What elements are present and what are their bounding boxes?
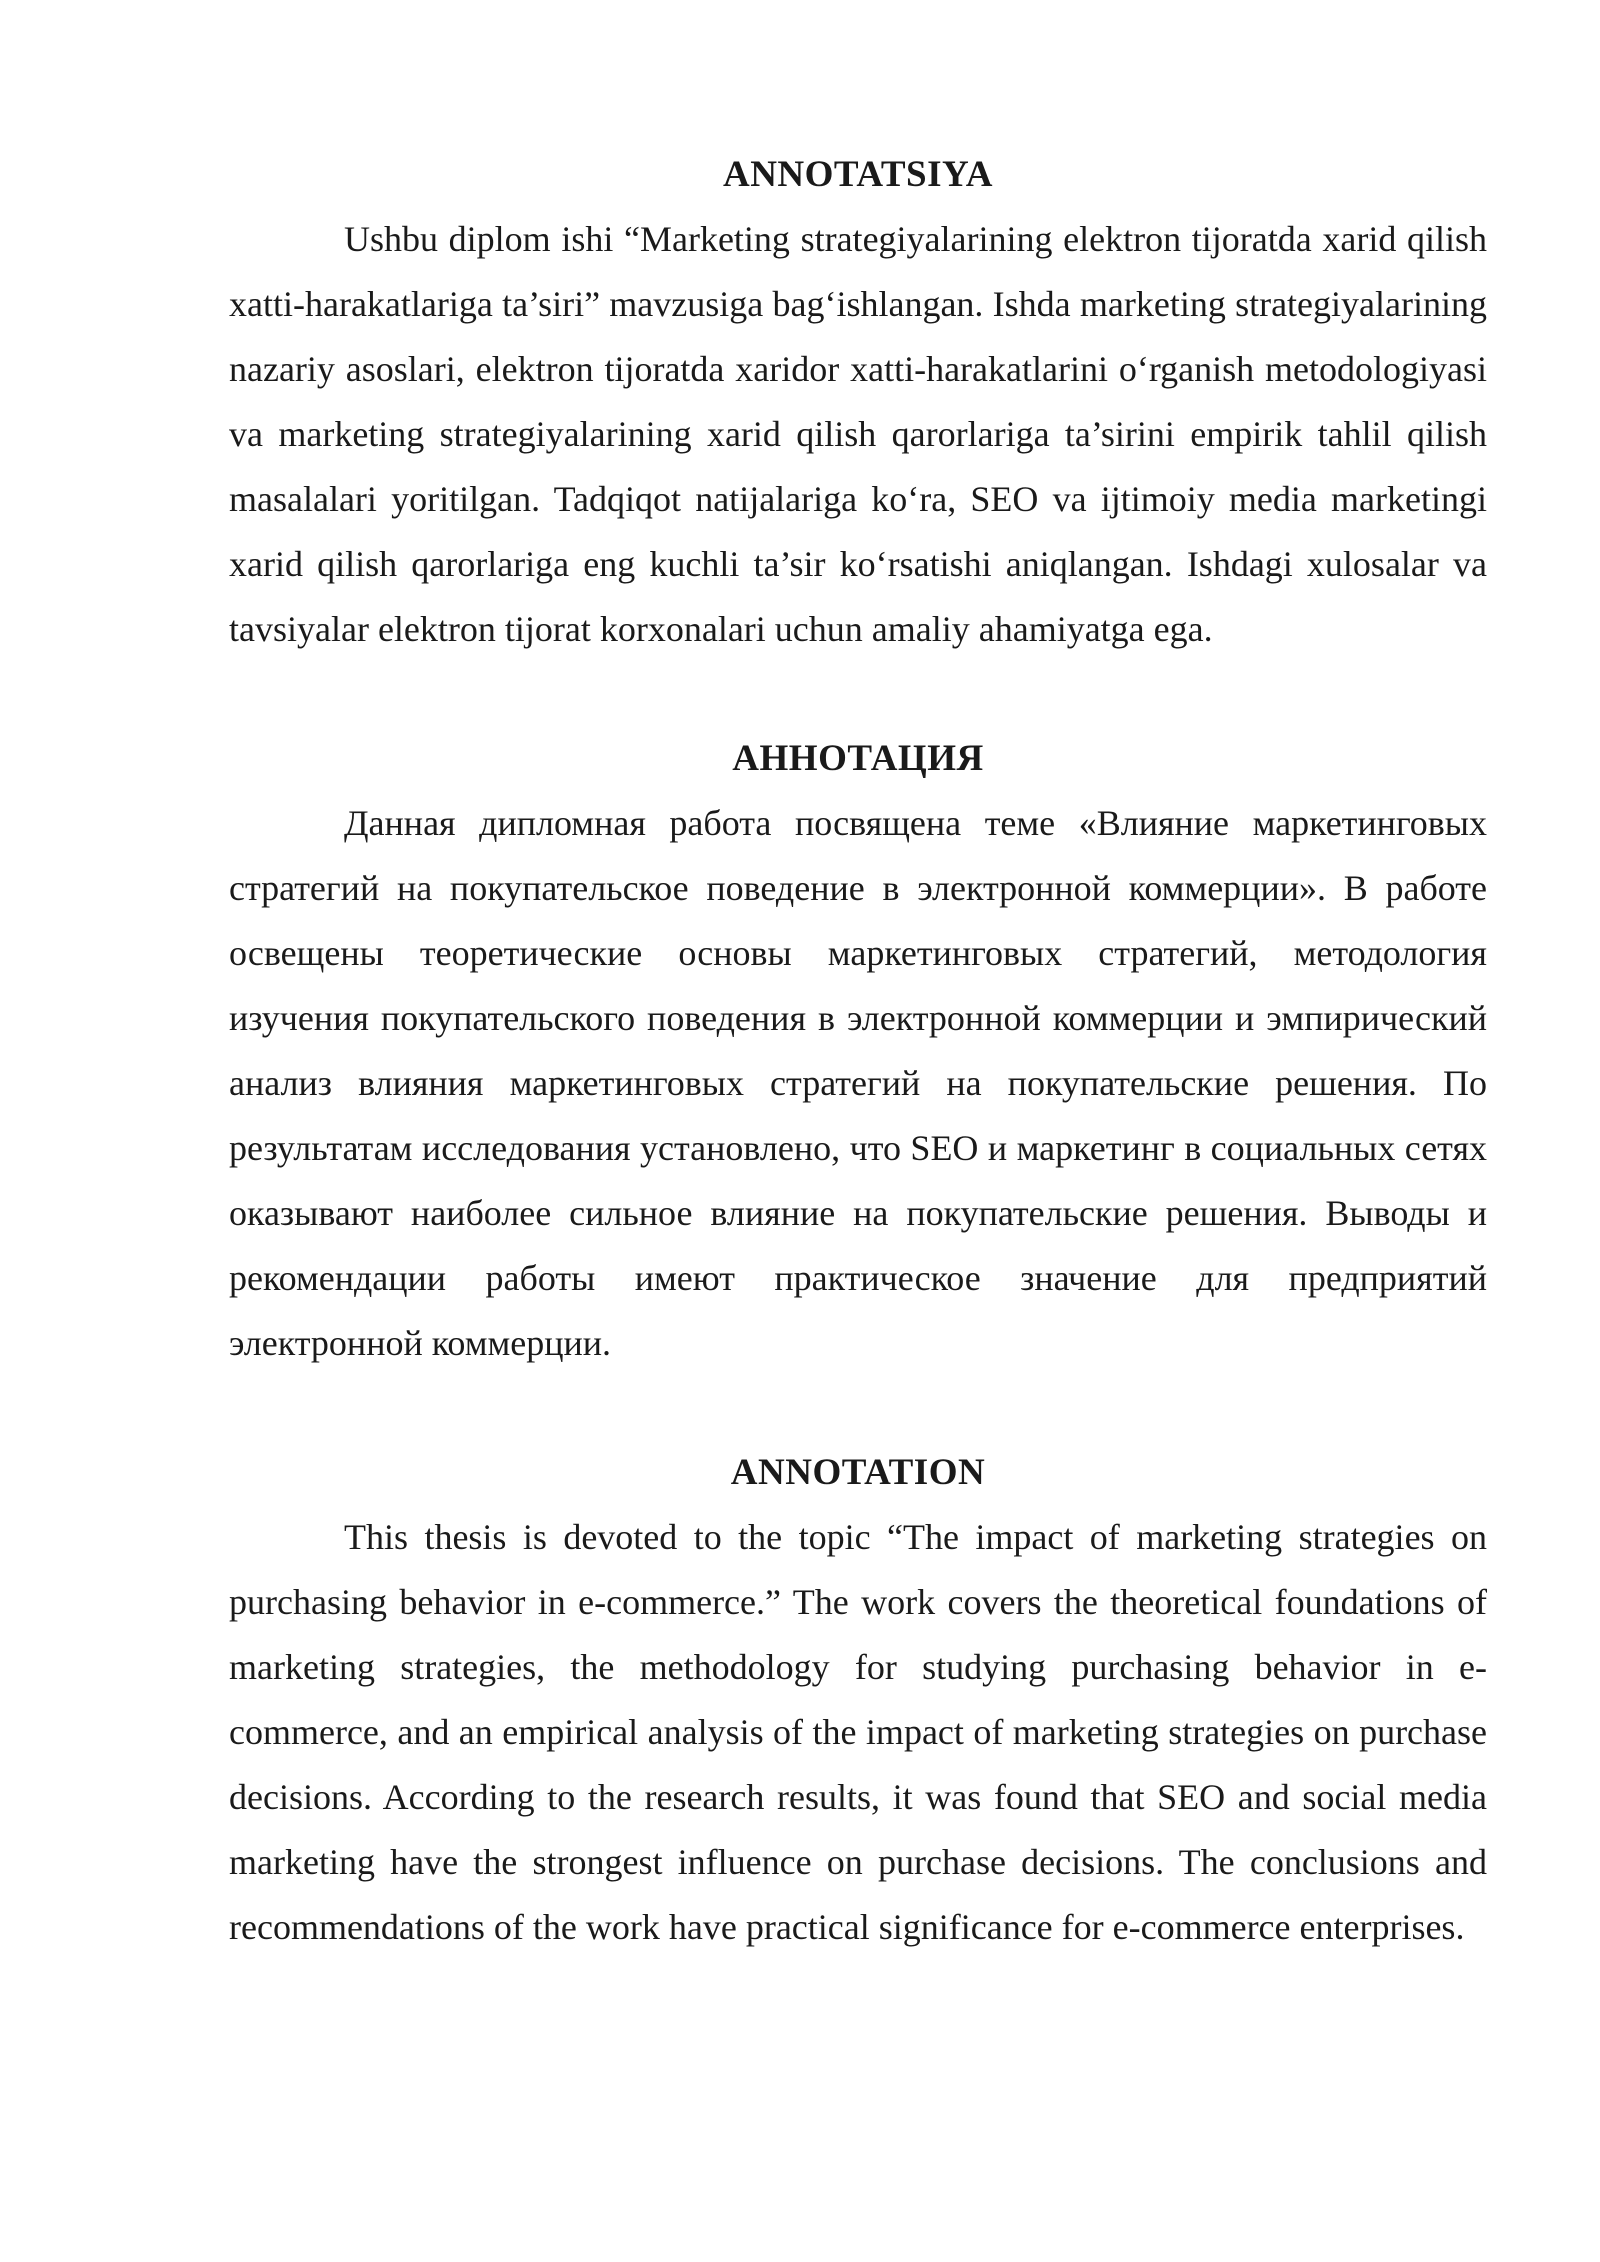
annotation-russian-section [229,726,1487,1376]
annotation-uzbek-title: ANNOTATSIYA [722,154,994,195]
annotation-russian-text: Данная дипломная работа посвящена теме «Влияние маркетинговых стратегий на покупательское поведение в электронной коммерции». В работе освещены теоретические основы маркетинговых стратегий, методология изучения покупательского поведения в электронной коммерции и эмпирический анализ влияния маркетинговых стратегий на покупательские решения. По результатам исследования установлено, что SEO и маркетинг в социальных сетях оказывают наиболее сильное влияние на покупательские решения. Выводы и рекомендации работы имеют практическое значение для предприятий электронной коммерции. [229,803,1487,1363]
document-page [229,142,1487,1960]
annotation-uzbek-text: Ushbu diplom ishi “Marketing strategiyalarining elektron tijoratda xarid qilish xatti-harakatlariga ta’siri” mavzusiga bag‘ishlangan. Ishda marketing strategiyalarining nazariy asoslari, elektron tijoratda xaridor xatti-harakatlarini o‘rganish metodologiyasi va marketing strategiyalarining xarid qilish qarorlariga ta’sirini empirik tahlil qilish masalalari yoritilgan. Tadqiqot natijalariga ko‘ra, SEO va ijtimoiy media marketingi xarid qilish qarorlariga eng kuchli ta’sir ko‘rsatishi aniqlangan. Ishdagi xulosalar va tavsiyalar elektron tijorat korxonalari uchun amaliy ahamiyatga ega. [229,219,1487,649]
annotation-english-section [229,1440,1487,1960]
annotation-english-title: ANNOTATION [730,1452,986,1493]
annotation-uzbek-section [229,142,1487,662]
annotation-russian-title: АННОТАЦИЯ [732,738,984,779]
annotation-english-text: This thesis is devoted to the topic “The impact of marketing strategies on purchasing behavior in e-commerce.” The work covers the theoretical foundations of marketing strategies, the methodology for studying purchasing behavior in e-commerce, and an empirical analysis of the impact of marketing strategies on purchase decisions. According to the research results, it was found that SEO and social media marketing have the strongest influence on purchase decisions. The conclusions and recommendations of the work have practical significance for e-commerce enterprises. [229,1517,1487,1947]
